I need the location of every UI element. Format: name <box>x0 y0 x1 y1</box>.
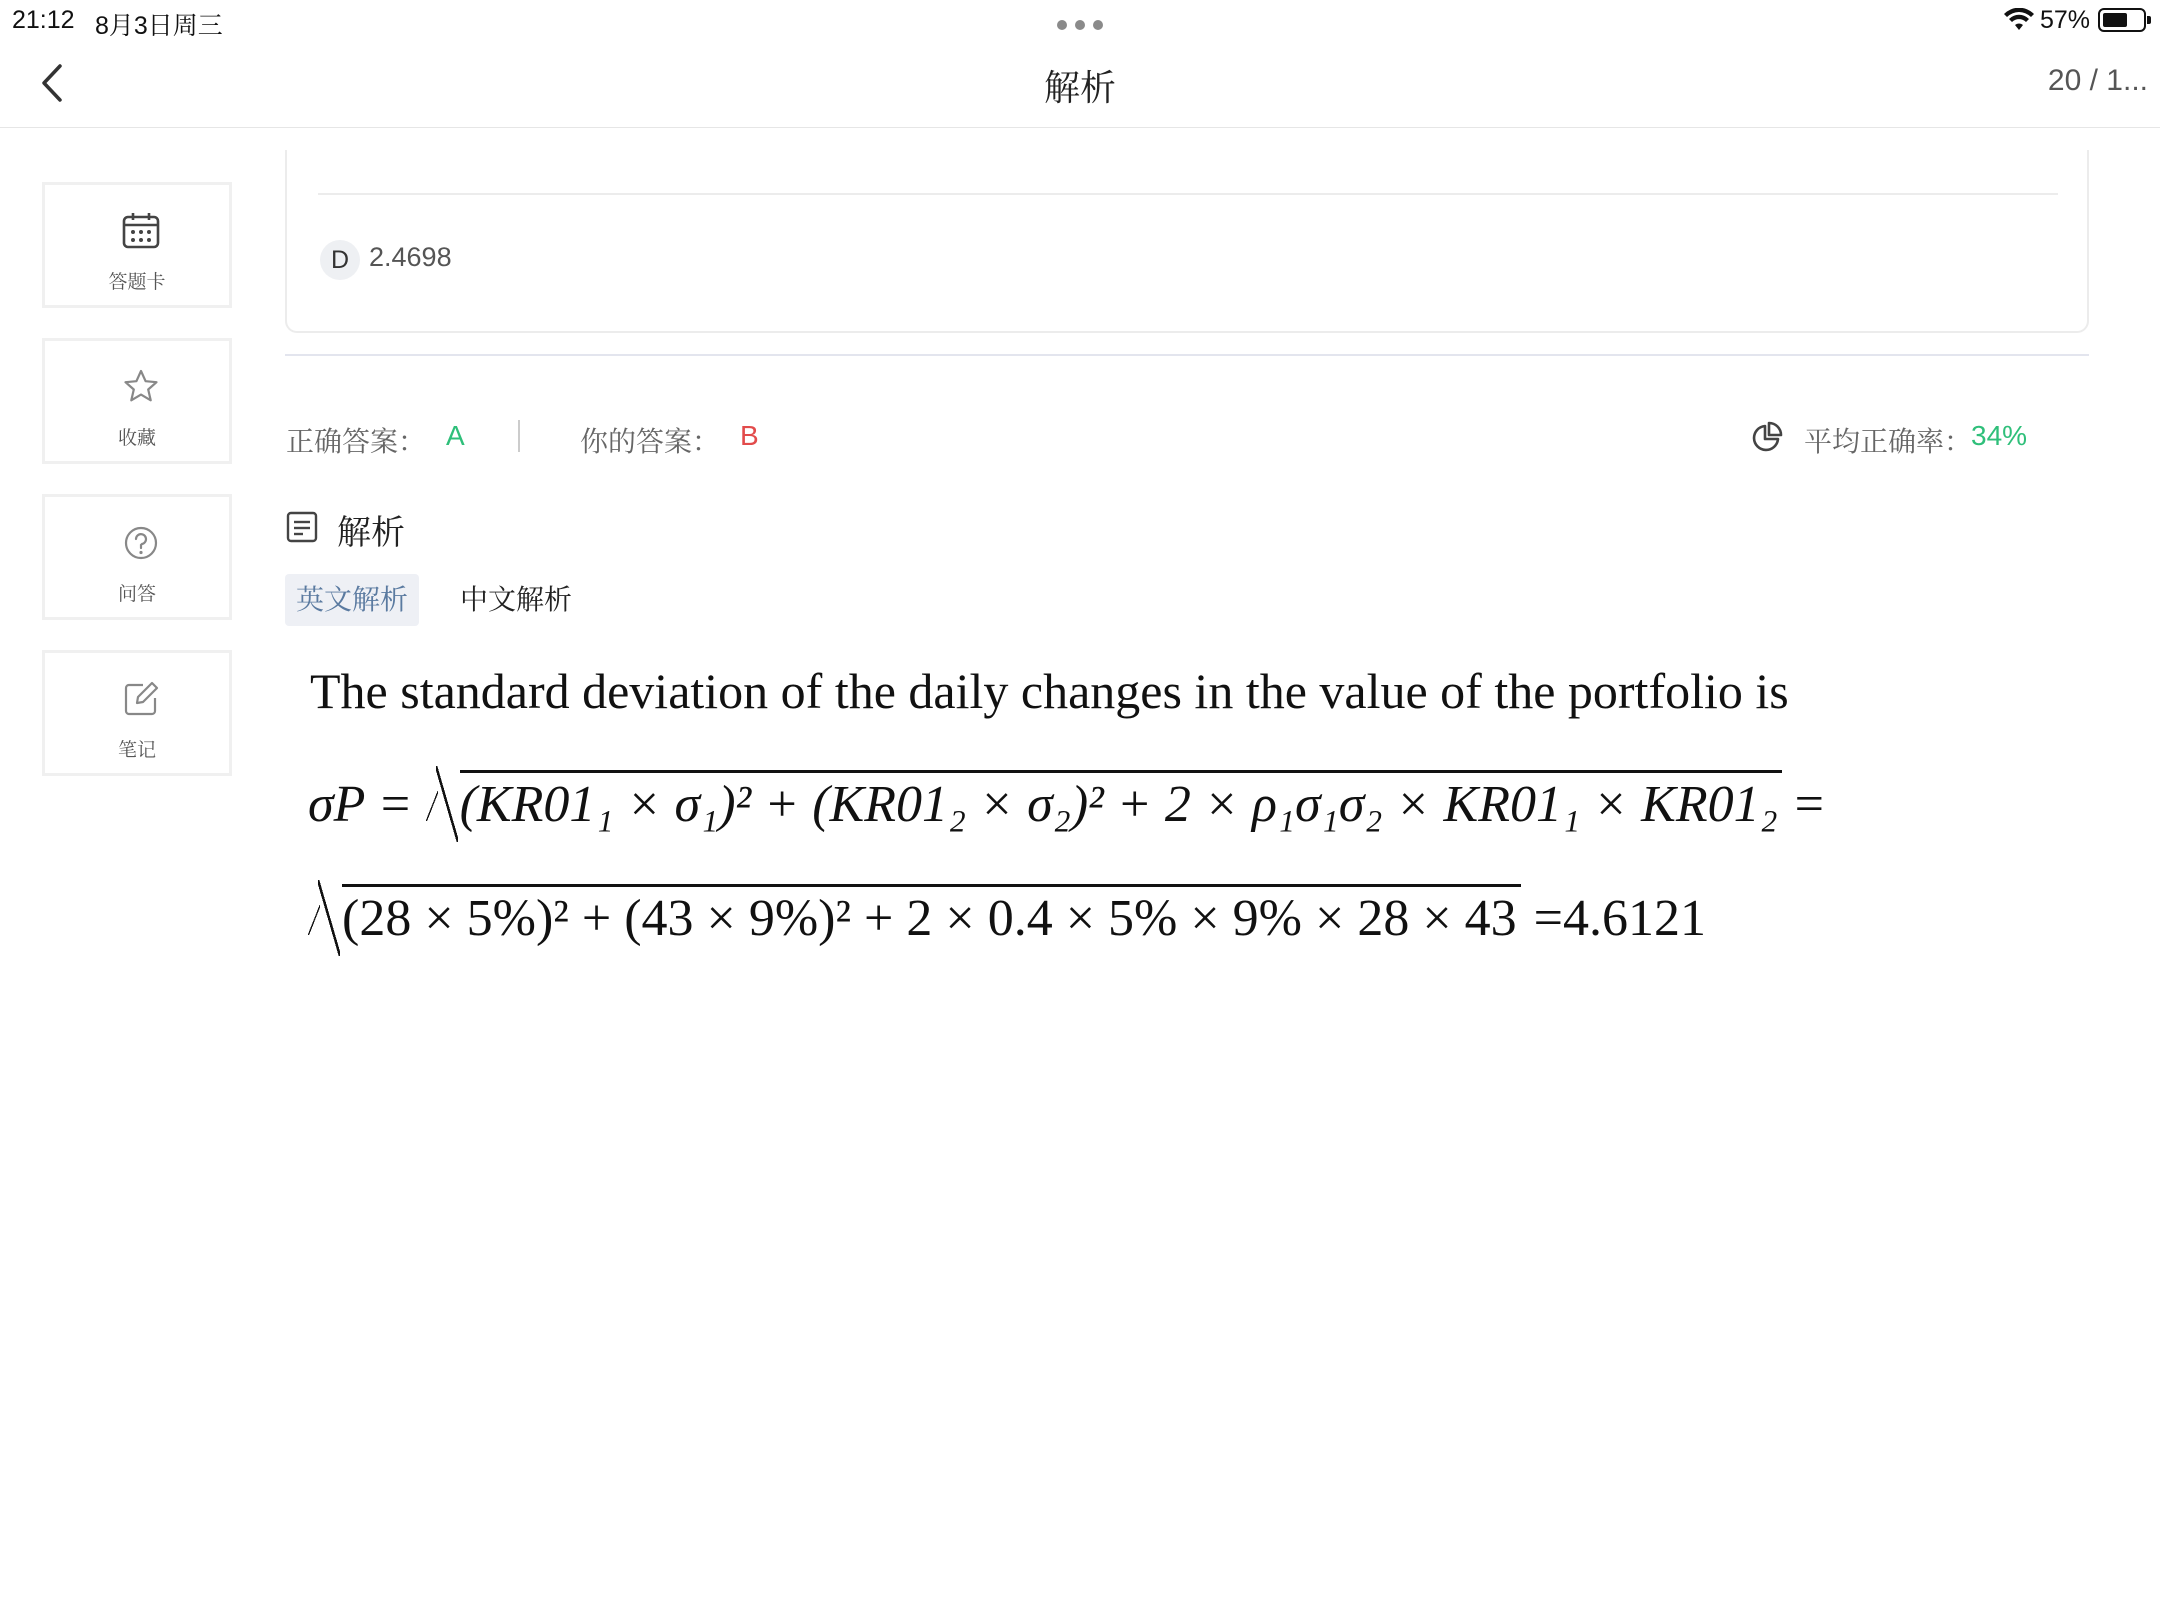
formula-1-tail: = <box>1781 776 1824 833</box>
wifi-icon <box>2003 8 2035 32</box>
option-card <box>285 150 2089 333</box>
formula-1-body: (KR01₁ × σ₁)² + (KR01₂ × σ₂)² + 2 × ρ₁σ₁σ₂ × KR01₁ × KR01₂ <box>460 770 1782 834</box>
option-divider <box>318 193 2058 195</box>
battery-percent: 57% <box>2040 6 2091 34</box>
formula-lhs: σP = <box>308 776 426 833</box>
note-button[interactable] <box>42 650 232 776</box>
analysis-title: 解析 <box>337 514 405 552</box>
qa-button[interactable] <box>42 494 232 620</box>
status-bar <box>0 0 2160 40</box>
option-letter-badge: D <box>320 240 360 280</box>
battery-icon <box>2098 8 2146 32</box>
status-date: 8月3日周三 <box>95 12 223 40</box>
correct-answer-value: A <box>446 420 465 451</box>
question-icon <box>121 523 161 563</box>
multitask-dots-icon[interactable] <box>1057 20 1103 32</box>
note-edit-icon <box>121 679 161 719</box>
star-icon <box>121 367 161 407</box>
option-text: 2.4698 <box>369 242 452 272</box>
qa-label: 问答 <box>117 584 156 605</box>
status-time: 21:12 <box>12 6 75 34</box>
formula-line-1 <box>308 770 1824 834</box>
average-rate-value: 34% <box>1971 420 2028 451</box>
answer-sheet-icon <box>121 211 161 251</box>
tab-chinese-analysis[interactable]: 中文解析 <box>460 584 573 615</box>
pie-chart-icon <box>1750 420 1784 454</box>
formula-2-tail: =4.6121 <box>1520 890 1706 947</box>
analysis-text: The standard deviation of the daily changes in the value of the portfolio is <box>310 663 1789 719</box>
formula-2-body: (28 × 5%)² + (43 × 9%)² + 2 × 0.4 × 5% × 9% × 28 × 43 <box>342 884 1521 948</box>
average-rate-label: 平均正确率： <box>1804 426 1973 457</box>
radical-1 <box>426 770 1782 834</box>
analysis-doc-icon <box>285 510 319 544</box>
page-title: 解析 <box>1043 67 1116 108</box>
nav-bar <box>0 40 2160 128</box>
answer-separator <box>518 420 520 452</box>
your-answer-value: B <box>740 420 759 451</box>
correct-answer-label: 正确答案： <box>286 426 427 457</box>
favorite-button[interactable] <box>42 338 232 464</box>
radical-2 <box>308 884 1521 948</box>
your-answer-label: 你的答案： <box>580 426 721 457</box>
question-counter[interactable]: 20 / 1... <box>2047 64 2148 97</box>
section-divider <box>285 354 2089 356</box>
answer-sheet-label: 答题卡 <box>108 272 166 293</box>
tab-english-analysis[interactable]: 英文解析 <box>285 574 419 626</box>
formula-line-2 <box>308 884 1706 948</box>
answer-sheet-button[interactable] <box>42 182 232 308</box>
favorite-label: 收藏 <box>117 428 156 449</box>
note-label: 笔记 <box>117 740 156 761</box>
